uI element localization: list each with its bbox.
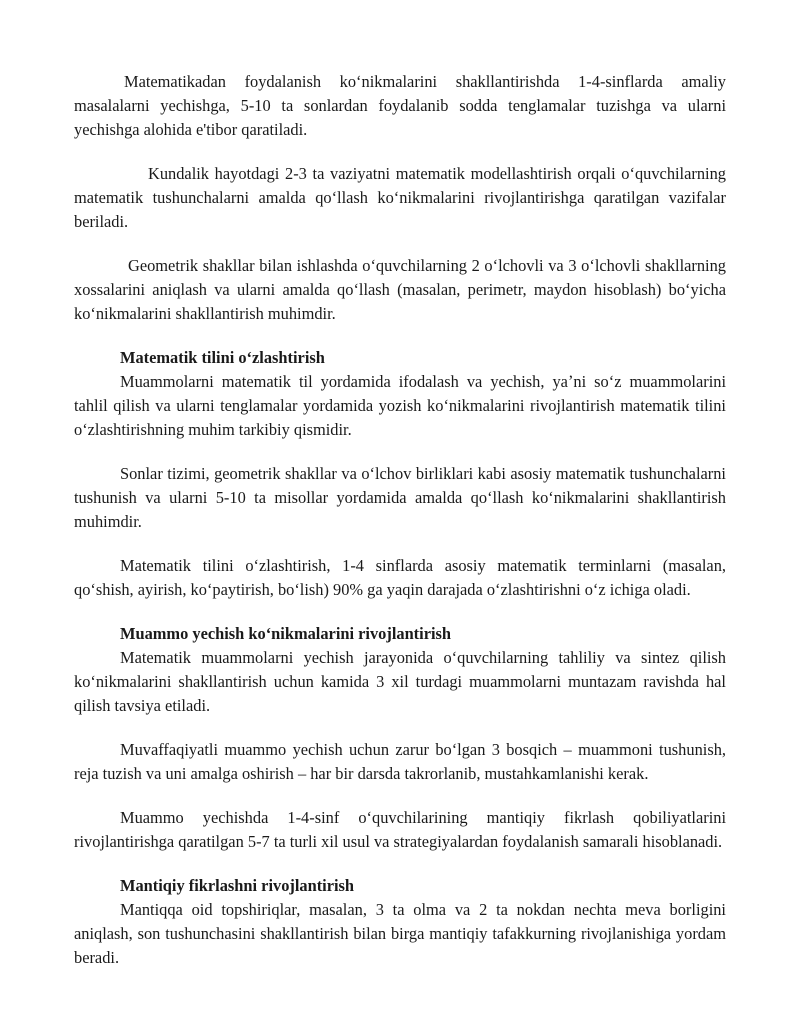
paragraph-intro-2: Kundalik hayotdagi 2-3 ta vaziyatni matematik modellashtirish orqali oʻquvchilarning matematik tushunchalarni amalda qoʻllash koʻnikmalarini rivojlantirishga qaratilgan vazifalar beriladi. [74,164,726,231]
paragraph-problem-solving-3: Muammo yechishda 1-4-sinf oʻquvchilarining mantiqiy fikrlash qobiliyatlarini rivojlantirishga qaratilgan 5-7 ta turli xil usul va strategiyalardan foydalanish samarali hisoblanadi. [74,808,726,851]
paragraph-language-2: Sonlar tizimi, geometrik shakllar va oʻlchov birliklari kabi asosiy matematik tushunchalarni tushunish va ularni 5-10 ta misollar yordamida amalda qoʻllash koʻnikmalarini shakllantirish muhimdir. [74,464,726,531]
section-heading-logic: Mantiqiy fikrlashni rivojlantirish [120,876,355,895]
section-heading-problem-solving: Muammo yechish koʻnikmalarini rivojlantirish [120,624,452,643]
paragraph-problem-solving-2: Muvaffaqiyatli muammo yechish uchun zarur boʻlgan 3 bosqich – muammoni tushunish, reja tuzish va uni amalga oshirish – har bir darsda takrorlanib, mustahkamlanishi kerak. [74,740,726,783]
document-page [74,70,726,970]
paragraph-intro-3: Geometrik shakllar bilan ishlashda oʻquvchilarning 2 oʻlchovli va 3 oʻlchovli shakllarning xossalarini aniqlash va ularni amalda qoʻllash (masalan, perimetr, maydon hisoblash) boʻyicha koʻnikmalarini shakllantirish muhimdir. [74,256,726,323]
paragraph-logic-1: Mantiqqa oid topshiriqlar, masalan, 3 ta olma va 2 ta nokdan nechta meva borligini aniqlash, son tushunchasini shakllantirish bilan birga mantiqiy tafakkurning rivojlanishiga yordam beradi. [74,900,726,967]
paragraph-problem-solving-1: Matematik muammolarni yechish jarayonida oʻquvchilarning tahliliy va sintez qilish koʻnikmalarini shakllantirish uchun kamida 3 xil turdagi muammolarni muntazam ravishda hal qilish tavsiya etiladi. [74,648,726,715]
paragraph-language-3: Matematik tilini oʻzlashtirish, 1-4 sinflarda asosiy matematik terminlarni (masalan, qoʻshish, ayirish, koʻpaytirish, boʻlish) 90% ga yaqin darajada oʻzlashtirishni oʻz ichiga oladi. [74,556,726,599]
paragraph-intro-1: Matematikadan foydalanish koʻnikmalarini shakllantirishda 1-4-sinflarda amaliy masalalarni yechishga, 5-10 ta sonlardan foydalanib sodda tenglamalar tuzishga va ularni yechishga alohida e'tibor qaratiladi. [74,72,726,139]
paragraph-language-1: Muammolarni matematik til yordamida ifodalash va yechish, yaʼni soʻz muammolarini tahlil qilish va ularni tenglamalar yordamida yozish koʻnikmalarini rivojlantirish matematik tilini oʻzlashtirishning muhim tarkibiy qismidir. [74,372,726,439]
section-heading-language: Matematik tilini oʻzlashtirish [120,348,325,367]
